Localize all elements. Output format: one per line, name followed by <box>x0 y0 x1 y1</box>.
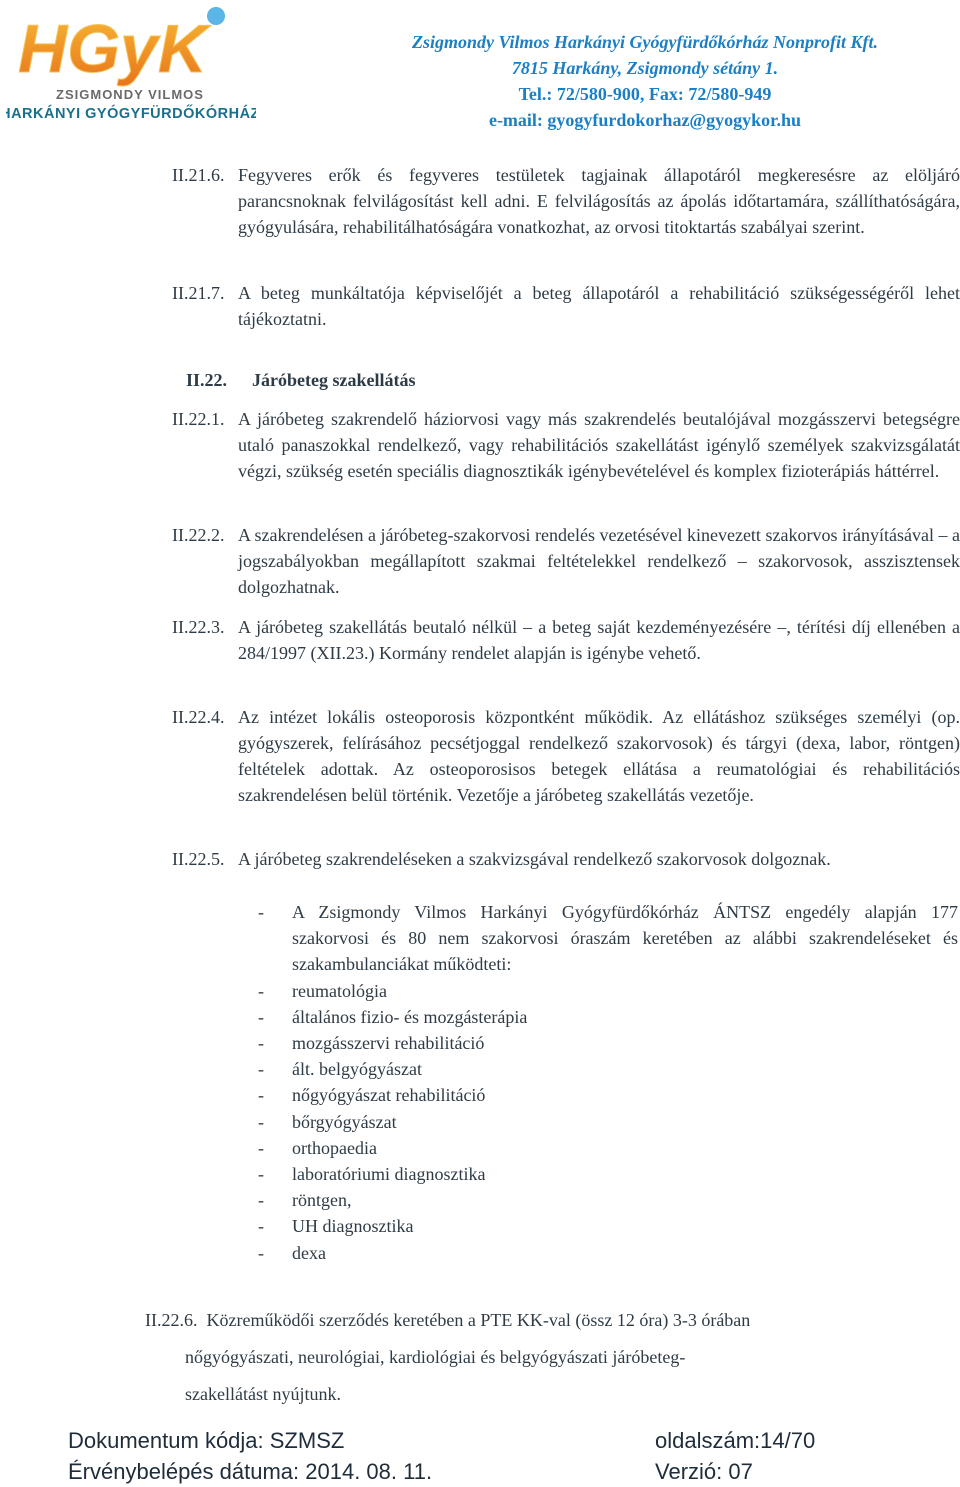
section-heading-22 <box>186 370 415 391</box>
logo-main-text: HGyK <box>18 11 207 87</box>
list-item: - nőgyógyászat rehabilitáció <box>258 1085 486 1106</box>
section-number: II.21.7. <box>172 283 225 303</box>
list-item: - orthopaedia <box>258 1137 377 1158</box>
footer-version: Verzió: 07 <box>655 1459 753 1484</box>
section-text: A beteg munkáltatója képviselőjét a beteg állapotáról a rehabilitáció szükségességéről lehet tájékoztatni. <box>238 283 960 329</box>
section-21-6 <box>172 162 960 240</box>
section-22-4 <box>172 704 960 808</box>
heading-title: Járóbeteg szakellátás <box>252 370 416 390</box>
header-address: 7815 Harkány, Zsigmondy sétány 1. <box>511 58 779 78</box>
logo-graphic <box>6 2 256 124</box>
section-text: Közreműködői szerződés keretében a PTE KK-val (össz 12 óra) 3-3 órában <box>206 1310 751 1330</box>
section-22-2 <box>172 522 960 600</box>
section-number: II.22.1. <box>172 409 225 429</box>
section-text: Fegyveres erők és fegyveres testületek tagjainak állapotáról megkeresésre az elöljáró parancsnoknak felvilágosítást kell adni. E felvilágosítás az ápolás időtartamára, szállíthatóságára, gyógyulására, rehabilitálhatóságára vonatkozhat, az orvosi titoktartás szabályai szerint. <box>238 165 960 237</box>
section-number: II.22.2. <box>172 525 225 545</box>
list-item: - UH diagnosztika <box>258 1216 414 1237</box>
section-line: szakellátást nyújtunk. <box>185 1384 341 1404</box>
service-list <box>258 899 958 1266</box>
section-22-1 <box>172 406 960 484</box>
logo-line2: HARKÁNYI GYÓGYFÜRDŐKÓRHÁZ <box>6 106 256 122</box>
list-item: - bőrgyógyászat <box>258 1111 397 1132</box>
list-item: - A Zsigmondy Vilmos Harkányi Gyógyfürdőkórház ÁNTSZ engedély alapján 177 szakorvosi és 80 nem szakorvosi óraszám keretében az alábbi szakrendeléseket és szakambulanciákat működteti: <box>258 902 958 975</box>
section-text: A járóbeteg szakrendelő háziorvosi vagy más szakrendelés beutalójával mozgásszervi betegségre utaló panaszokkal rendelkező, vagy rehabilitációs szakellátást igénylő személyek szakvizsgálatát végzi, szükség esetén speciális diagnosztikák igénybevételével és komplex fizioterápiás háttérrel. <box>238 409 960 481</box>
heading-number: II.22. <box>186 370 228 390</box>
list-item: - mozgásszervi rehabilitáció <box>258 1033 485 1054</box>
section-text: A szakrendelésen a járóbeteg-szakorvosi rendelés vezetésével kinevezett szakorvos irányításával – a jogszabályokban megállapított szakmai feltételekkel rendelkező – szakorvosok, asszisztensek dolgozhatnak. <box>238 525 960 597</box>
header-email: e-mail: gyogyfurdokorhaz@gyogykor.hu <box>488 110 802 130</box>
footer-effective-date: Érvénybelépés dátuma: 2014. 08. 11. <box>68 1459 433 1484</box>
section-21-7 <box>172 280 960 332</box>
list-item: - röntgen, <box>258 1190 352 1211</box>
section-number: II.22.3. <box>172 617 225 637</box>
section-text: Az intézet lokális osteoporosis központként működik. Az ellátáshoz szükséges személyi (op. gyógyszerek, felírásához pecsétjoggal rendelkező szakorvosok) és tárgyi (dexa, labor, röntgen) feltételek adottak. Az osteoporosisos betegek ellátása a reumatológiai és rehabilitációs szakrendelésen belül történik. Vezetője a járóbeteg szakellátás vezetője. <box>238 707 960 805</box>
section-22-6 <box>145 1302 945 1413</box>
footer-doc-code: Dokumentum kódja: SZMSZ <box>68 1428 345 1453</box>
list-item: - dexa <box>258 1242 326 1263</box>
list-item: - reumatológia <box>258 980 387 1001</box>
list-item: - ált. belgyógyászat <box>258 1059 422 1080</box>
list-item: - általános fizio- és mozgásterápia <box>258 1006 528 1027</box>
section-number: II.21.6. <box>172 165 225 185</box>
section-text: A járóbeteg szakrendeléseken a szakvizsgával rendelkező szakorvosok dolgoznak. <box>238 849 831 869</box>
section-text: A járóbeteg szakellátás beutaló nélkül – a beteg saját kezdeményezésére –, térítési díj ellenében a 284/1997 (XII.23.) Kormány rendelet alapján is igénybe vehető. <box>238 617 960 663</box>
logo-dot-icon <box>207 7 225 25</box>
hospital-logo <box>6 2 256 124</box>
footer-page-number: oldalszám:14/70 <box>655 1428 816 1453</box>
section-22-3 <box>172 614 960 666</box>
section-line: nőgyógyászati, neurológiai, kardiológiai és belgyógyászati járóbeteg- <box>185 1347 686 1367</box>
header-org: Zsigmondy Vilmos Harkányi Gyógyfürdőkórház Nonprofit Kft. <box>411 32 879 52</box>
list-item: - laboratóriumi diagnosztika <box>258 1164 486 1185</box>
section-22-5 <box>172 846 960 872</box>
section-line <box>145 1302 945 1339</box>
header-phone: Tel.: 72/580-900, Fax: 72/580-949 <box>518 84 772 104</box>
logo-line1: ZSIGMONDY VILMOS <box>56 87 204 102</box>
section-number: II.22.4. <box>172 707 225 727</box>
section-number: II.22.6. <box>145 1310 198 1330</box>
section-number: II.22.5. <box>172 849 225 869</box>
